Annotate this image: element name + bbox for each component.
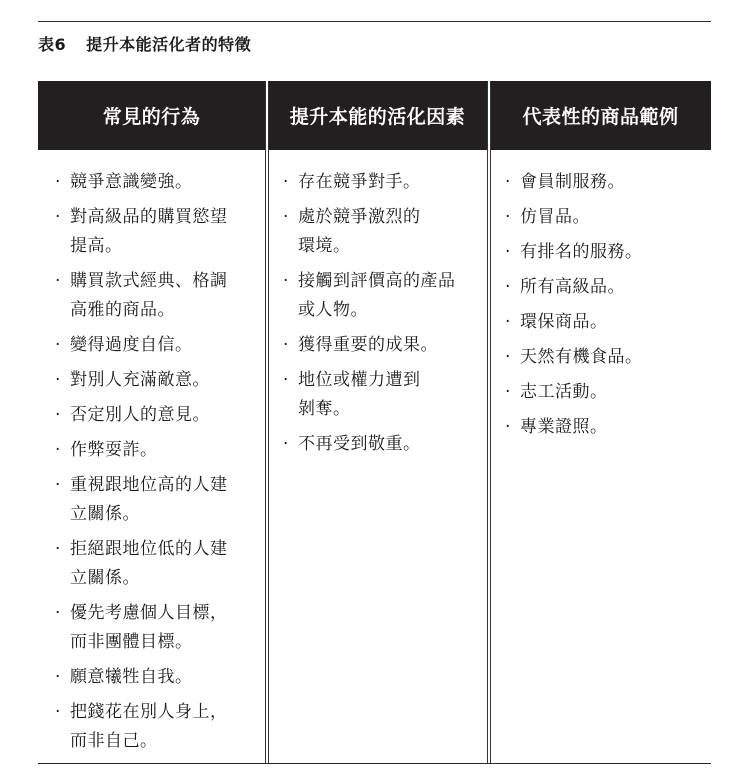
column-common-behaviors (55, 168, 260, 762)
bullet-icon: · (505, 347, 511, 367)
list-item (505, 343, 705, 372)
list-item-text: 獲得重要的成果。 (298, 335, 438, 355)
list-item-text: 作弊耍詐。 (70, 440, 158, 460)
list-item (505, 308, 705, 337)
list-item (55, 267, 260, 325)
bullet-icon: · (505, 207, 511, 227)
list-item-text: 地位或權力遭到 剝奪。 (298, 370, 421, 419)
list-item (55, 698, 260, 756)
table-number: 表6 (38, 34, 67, 54)
column-activation-factors (283, 168, 483, 465)
table-title: 提升本能活化者的特徵 (86, 34, 252, 54)
bullet-icon: · (55, 207, 61, 227)
bullet-icon: · (505, 382, 511, 402)
list-item (505, 413, 705, 442)
bullet-icon: · (283, 207, 289, 227)
list-item-text: 仿冒品。 (520, 207, 590, 227)
table-header-row (38, 81, 711, 150)
table-caption (38, 30, 251, 56)
list-item-text: 志工活動。 (520, 382, 608, 402)
list-item-text: 優先考慮個人目標， 而非團體目標。 (70, 603, 228, 652)
list-item-text: 會員制服務。 (520, 172, 625, 192)
bullet-icon: · (505, 417, 511, 437)
list-item (505, 238, 705, 267)
bullet-icon: · (505, 277, 511, 297)
bullet-icon: · (55, 271, 61, 291)
bullet-icon: · (283, 370, 289, 390)
list-item (505, 168, 705, 197)
list-item (283, 203, 483, 261)
list-item-text: 對別人充滿敵意。 (70, 370, 210, 390)
traits-table (38, 81, 711, 764)
list-item-text: 環保商品。 (520, 312, 608, 332)
header-common-behaviors: 常見的行為 (102, 106, 201, 128)
list-item-text: 處於競爭激烈的 環境。 (298, 207, 421, 256)
list-item (283, 168, 483, 197)
list-item (55, 471, 260, 529)
bullet-icon: · (55, 370, 61, 390)
list-item (55, 203, 260, 261)
list-item-text: 競爭意識變強。 (70, 172, 193, 192)
list-item-text: 願意犧牲自我。 (70, 667, 193, 687)
bullet-icon: · (55, 405, 61, 425)
bullet-icon: · (283, 271, 289, 291)
list-item-text: 把錢花在別人身上， 而非自己。 (70, 702, 228, 751)
bullet-icon: · (505, 172, 511, 192)
bullet-icon: · (283, 335, 289, 355)
list-item-text: 重視跟地位高的人建 立關係。 (70, 475, 228, 524)
header-product-examples: 代表性的商品範例 (522, 106, 679, 128)
bullet-icon: · (283, 434, 289, 454)
list-item (55, 535, 260, 593)
list-item (505, 273, 705, 302)
list-item (55, 599, 260, 657)
list-item (283, 430, 483, 459)
list-item-text: 否定別人的意見。 (70, 405, 210, 425)
bullet-icon: · (505, 242, 511, 262)
list-item (55, 436, 260, 465)
list-item (283, 331, 483, 360)
bullet-icon: · (55, 172, 61, 192)
header-activation-factors: 提升本能的活化因素 (289, 106, 466, 128)
list-item (55, 663, 260, 692)
list-item-text: 對高級品的購買慾望 提高。 (70, 207, 228, 256)
list-item (505, 378, 705, 407)
column-product-examples (505, 168, 705, 448)
list-item-text: 存在競爭對手。 (298, 172, 421, 192)
bullet-icon: · (505, 312, 511, 332)
list-item-text: 有排名的服務。 (520, 242, 643, 262)
bullet-icon: · (55, 335, 61, 355)
list-item (283, 366, 483, 424)
top-rule (38, 21, 711, 22)
column-divider (487, 81, 488, 764)
list-item (55, 366, 260, 395)
bullet-icon: · (283, 172, 289, 192)
list-item-text: 所有高級品。 (520, 277, 625, 297)
list-item-text: 不再受到敬重。 (298, 434, 421, 454)
bullet-icon: · (55, 702, 61, 722)
column-divider (268, 81, 269, 764)
bottom-rule (38, 763, 711, 764)
list-item-text: 購買款式經典、格調 高雅的商品。 (70, 271, 228, 320)
list-item (55, 331, 260, 360)
list-item (283, 267, 483, 325)
bullet-icon: · (55, 667, 61, 687)
list-item (505, 203, 705, 232)
bullet-icon: · (55, 475, 61, 495)
column-divider (490, 81, 491, 764)
list-item-text: 專業證照。 (520, 417, 608, 437)
bullet-icon: · (55, 539, 61, 559)
column-divider (265, 81, 266, 764)
list-item-text: 拒絕跟地位低的人建 立關係。 (70, 539, 228, 588)
list-item-text: 變得過度自信。 (70, 335, 193, 355)
list-item (55, 168, 260, 197)
bullet-icon: · (55, 440, 61, 460)
list-item-text: 天然有機食品。 (520, 347, 643, 367)
bullet-icon: · (55, 603, 61, 623)
list-item (55, 401, 260, 430)
list-item-text: 接觸到評價高的產品 或人物。 (298, 271, 456, 320)
